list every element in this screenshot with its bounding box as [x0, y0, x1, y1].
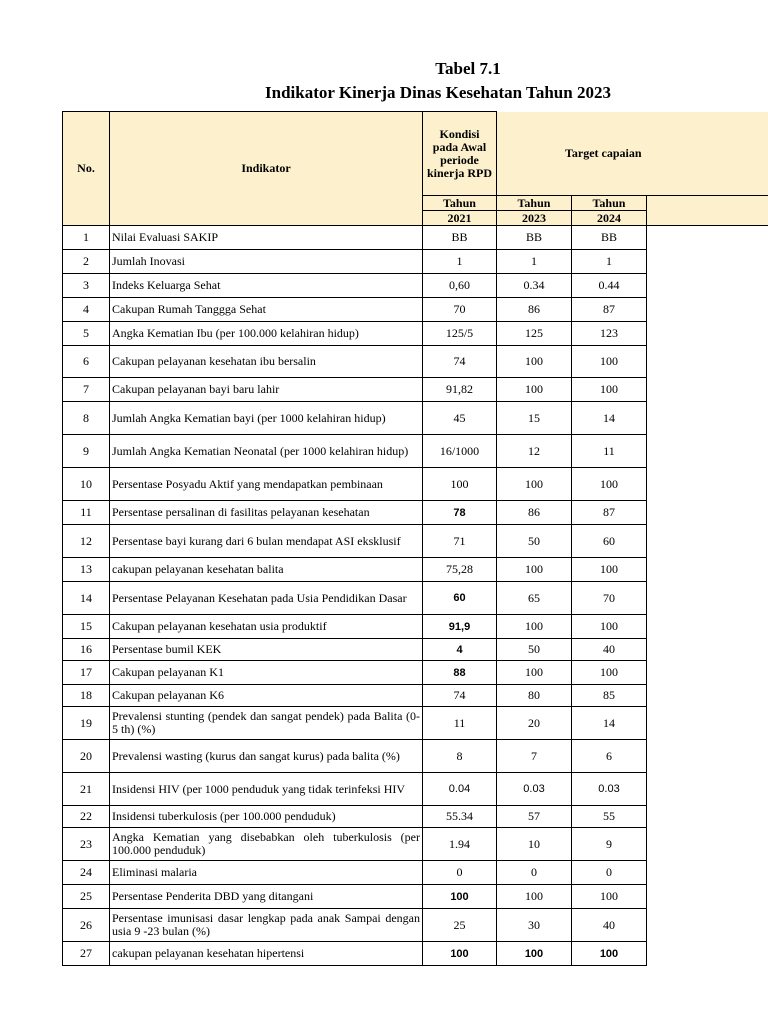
row-blank: [647, 226, 768, 250]
row-indicator: Jumlah Inovasi: [110, 250, 423, 274]
table-row: [63, 615, 768, 639]
table-row: [63, 639, 768, 661]
row-kondisi-2021: 100: [423, 942, 497, 966]
row-target-2023: 7: [497, 740, 572, 773]
row-number: 13: [63, 558, 110, 582]
row-number: 14: [63, 582, 110, 615]
row-blank: [647, 639, 768, 661]
table-row: [63, 501, 768, 525]
table-row: [63, 274, 768, 298]
row-target-2024: 100: [572, 346, 647, 378]
row-target-2024: 0.03: [572, 773, 647, 806]
header-tahun-kondisi: Tahun: [423, 196, 497, 211]
row-kondisi-2021: 78: [423, 501, 497, 525]
row-target-2023: 20: [497, 707, 572, 740]
row-kondisi-2021: 0: [423, 861, 497, 885]
header-year-2024: 2024: [572, 211, 647, 226]
row-indicator: Cakupan pelayanan kesehatan usia produktif: [110, 615, 423, 639]
row-target-2024: 100: [572, 468, 647, 501]
row-blank: [647, 468, 768, 501]
row-number: 7: [63, 378, 110, 402]
row-target-2023: 100: [497, 615, 572, 639]
row-target-2023: 100: [497, 558, 572, 582]
row-target-2024: BB: [572, 226, 647, 250]
row-kondisi-2021: 11: [423, 707, 497, 740]
row-indicator: Cakupan pelayanan bayi baru lahir: [110, 378, 423, 402]
row-kondisi-2021: 55.34: [423, 806, 497, 828]
table-row: [63, 525, 768, 558]
row-indicator: Persentase imunisasi dasar lengkap pada anak Sampai dengan usia 9 -23 bulan (%): [110, 909, 423, 942]
header-tahun-2023: Tahun: [497, 196, 572, 211]
row-target-2024: 123: [572, 322, 647, 346]
row-kondisi-2021: 60: [423, 582, 497, 615]
row-target-2024: 40: [572, 639, 647, 661]
row-indicator: Jumlah Angka Kematian Neonatal (per 1000 kelahiran hidup): [110, 435, 423, 468]
row-target-2024: 100: [572, 615, 647, 639]
table-row: [63, 250, 768, 274]
row-target-2023: 15: [497, 402, 572, 435]
row-number: 8: [63, 402, 110, 435]
row-blank: [647, 582, 768, 615]
row-indicator: Insidensi HIV (per 1000 penduduk yang tidak terinfeksi HIV: [110, 773, 423, 806]
row-indicator: Insidensi tuberkulosis (per 100.000 penduduk): [110, 806, 423, 828]
row-target-2024: 70: [572, 582, 647, 615]
row-indicator: Nilai Evaluasi SAKIP: [110, 226, 423, 250]
row-number: 21: [63, 773, 110, 806]
table-row: [63, 582, 768, 615]
row-target-2023: 86: [497, 298, 572, 322]
row-kondisi-2021: 75,28: [423, 558, 497, 582]
row-kondisi-2021: 91,82: [423, 378, 497, 402]
row-kondisi-2021: 1: [423, 250, 497, 274]
row-target-2024: 0.44: [572, 274, 647, 298]
table-container: [62, 111, 768, 1024]
header-blank: [647, 196, 768, 226]
row-number: 15: [63, 615, 110, 639]
row-number: 6: [63, 346, 110, 378]
row-kondisi-2021: 25: [423, 909, 497, 942]
table-row: [63, 942, 768, 966]
row-target-2024: 0: [572, 861, 647, 885]
row-indicator: Cakupan pelayanan K1: [110, 661, 423, 685]
row-target-2023: 30: [497, 909, 572, 942]
row-number: 24: [63, 861, 110, 885]
row-kondisi-2021: 0.04: [423, 773, 497, 806]
header-target: [497, 112, 768, 196]
row-number: 18: [63, 685, 110, 707]
row-target-2023: 0: [497, 861, 572, 885]
row-target-2023: BB: [497, 226, 572, 250]
row-target-2023: 100: [497, 942, 572, 966]
row-target-2023: 57: [497, 806, 572, 828]
row-indicator: Cakupan pelayanan K6: [110, 685, 423, 707]
row-kondisi-2021: 100: [423, 885, 497, 909]
row-kondisi-2021: 74: [423, 346, 497, 378]
header-year-2021: 2021: [423, 211, 497, 226]
row-target-2023: 0.03: [497, 773, 572, 806]
row-target-2024: 87: [572, 501, 647, 525]
row-kondisi-2021: 74: [423, 685, 497, 707]
row-kondisi-2021: 71: [423, 525, 497, 558]
row-number: 26: [63, 909, 110, 942]
table-row: [63, 558, 768, 582]
row-blank: [647, 885, 768, 909]
row-kondisi-2021: 8: [423, 740, 497, 773]
row-target-2024: 14: [572, 402, 647, 435]
table-row: [63, 298, 768, 322]
row-blank: [647, 740, 768, 773]
table-row: [63, 861, 768, 885]
row-number: 4: [63, 298, 110, 322]
row-number: 11: [63, 501, 110, 525]
row-kondisi-2021: 88: [423, 661, 497, 685]
row-number: 2: [63, 250, 110, 274]
row-number: 16: [63, 639, 110, 661]
row-target-2023: 1: [497, 250, 572, 274]
row-target-2024: 100: [572, 661, 647, 685]
row-indicator: Persentase persalinan di fasilitas pelayanan kesehatan: [110, 501, 423, 525]
row-target-2024: 100: [572, 885, 647, 909]
row-blank: [647, 435, 768, 468]
row-target-2023: 10: [497, 828, 572, 861]
row-number: 1: [63, 226, 110, 250]
row-kondisi-2021: 1.94: [423, 828, 497, 861]
table-number: Tabel 7.1: [435, 59, 501, 78]
row-blank: [647, 861, 768, 885]
row-target-2024: 14: [572, 707, 647, 740]
indicator-table: [62, 111, 768, 966]
row-target-2023: 100: [497, 885, 572, 909]
row-target-2023: 50: [497, 639, 572, 661]
row-target-2023: 80: [497, 685, 572, 707]
row-indicator: Persentase Pelayanan Kesehatan pada Usia Pendidikan Dasar: [110, 582, 423, 615]
row-blank: [647, 558, 768, 582]
table-row: [63, 402, 768, 435]
row-indicator: Persentase Posyadu Aktif yang mendapatkan pembinaan: [110, 468, 423, 501]
row-number: 20: [63, 740, 110, 773]
row-number: 5: [63, 322, 110, 346]
row-kondisi-2021: 70: [423, 298, 497, 322]
row-target-2023: 12: [497, 435, 572, 468]
row-indicator: Indeks Keluarga Sehat: [110, 274, 423, 298]
row-blank: [647, 250, 768, 274]
row-blank: [647, 773, 768, 806]
row-target-2024: 55: [572, 806, 647, 828]
table-row: [63, 740, 768, 773]
row-number: 3: [63, 274, 110, 298]
table-row: [63, 435, 768, 468]
row-target-2023: 65: [497, 582, 572, 615]
row-target-2023: 0.34: [497, 274, 572, 298]
row-target-2023: 125: [497, 322, 572, 346]
table-body: [63, 226, 768, 966]
row-blank: [647, 909, 768, 942]
row-indicator: Persentase Penderita DBD yang ditangani: [110, 885, 423, 909]
row-target-2024: 87: [572, 298, 647, 322]
row-target-2023: 100: [497, 378, 572, 402]
row-target-2023: 100: [497, 661, 572, 685]
row-kondisi-2021: 0,60: [423, 274, 497, 298]
table-row: [63, 468, 768, 501]
row-kondisi-2021: 45: [423, 402, 497, 435]
row-target-2024: 1: [572, 250, 647, 274]
row-number: 10: [63, 468, 110, 501]
table-row: [63, 661, 768, 685]
table-row: [63, 909, 768, 942]
row-blank: [647, 707, 768, 740]
header-target-label: Target capaian: [565, 145, 642, 160]
table-row: [63, 322, 768, 346]
row-blank: [647, 942, 768, 966]
table-row: [63, 346, 768, 378]
row-blank: [647, 378, 768, 402]
row-indicator: Prevalensi wasting (kurus dan sangat kurus) pada balita (%): [110, 740, 423, 773]
row-kondisi-2021: 125/5: [423, 322, 497, 346]
row-target-2023: 50: [497, 525, 572, 558]
row-target-2024: 40: [572, 909, 647, 942]
table-row: [63, 806, 768, 828]
table-title: Indikator Kinerja Dinas Kesehatan Tahun 2023: [265, 83, 611, 102]
row-target-2024: 9: [572, 828, 647, 861]
row-blank: [647, 298, 768, 322]
row-target-2024: 6: [572, 740, 647, 773]
table-row: [63, 773, 768, 806]
row-target-2024: 60: [572, 525, 647, 558]
row-indicator: Angka Kematian yang disebabkan oleh tuberkulosis (per 100.000 penduduk): [110, 828, 423, 861]
table-row: [63, 828, 768, 861]
row-number: 9: [63, 435, 110, 468]
row-target-2024: 100: [572, 558, 647, 582]
row-blank: [647, 828, 768, 861]
row-target-2023: 100: [497, 468, 572, 501]
row-target-2024: 100: [572, 942, 647, 966]
row-blank: [647, 685, 768, 707]
row-blank: [647, 274, 768, 298]
row-indicator: Eliminasi malaria: [110, 861, 423, 885]
table-row: [63, 378, 768, 402]
row-blank: [647, 322, 768, 346]
row-indicator: cakupan pelayanan kesehatan hipertensi: [110, 942, 423, 966]
row-indicator: Cakupan Rumah Tanggga Sehat: [110, 298, 423, 322]
row-blank: [647, 501, 768, 525]
row-indicator: Jumlah Angka Kematian bayi (per 1000 kelahiran hidup): [110, 402, 423, 435]
table-row: [63, 707, 768, 740]
table-row: [63, 885, 768, 909]
row-blank: [647, 402, 768, 435]
row-number: 27: [63, 942, 110, 966]
row-kondisi-2021: 100: [423, 468, 497, 501]
row-indicator: Persentase bayi kurang dari 6 bulan mendapat ASI eksklusif: [110, 525, 423, 558]
header-tahun-2024: Tahun: [572, 196, 647, 211]
row-indicator: Prevalensi stunting (pendek dan sangat pendek) pada Balita (0-5 th) (%): [110, 707, 423, 740]
row-kondisi-2021: 91,9: [423, 615, 497, 639]
row-blank: [647, 615, 768, 639]
row-blank: [647, 806, 768, 828]
row-number: 17: [63, 661, 110, 685]
row-target-2023: 100: [497, 346, 572, 378]
row-indicator: Angka Kematian Ibu (per 100.000 kelahiran hidup): [110, 322, 423, 346]
row-target-2024: 11: [572, 435, 647, 468]
header-year-2023: 2023: [497, 211, 572, 226]
row-number: 22: [63, 806, 110, 828]
table-row: [63, 226, 768, 250]
header-indikator: Indikator: [110, 112, 423, 226]
row-indicator: Persentase bumil KEK: [110, 639, 423, 661]
row-indicator: Cakupan pelayanan kesehatan ibu bersalin: [110, 346, 423, 378]
row-blank: [647, 661, 768, 685]
row-indicator: cakupan pelayanan kesehatan balita: [110, 558, 423, 582]
row-target-2024: 100: [572, 378, 647, 402]
row-number: 23: [63, 828, 110, 861]
row-target-2024: 85: [572, 685, 647, 707]
header-no: No.: [63, 112, 110, 226]
row-blank: [647, 346, 768, 378]
header-kondisi: Kondisi pada Awal periode kinerja RPD: [423, 112, 497, 196]
table-row: [63, 685, 768, 707]
row-number: 12: [63, 525, 110, 558]
row-kondisi-2021: 4: [423, 639, 497, 661]
row-kondisi-2021: BB: [423, 226, 497, 250]
row-number: 19: [63, 707, 110, 740]
row-target-2023: 86: [497, 501, 572, 525]
row-number: 25: [63, 885, 110, 909]
row-kondisi-2021: 16/1000: [423, 435, 497, 468]
row-blank: [647, 525, 768, 558]
